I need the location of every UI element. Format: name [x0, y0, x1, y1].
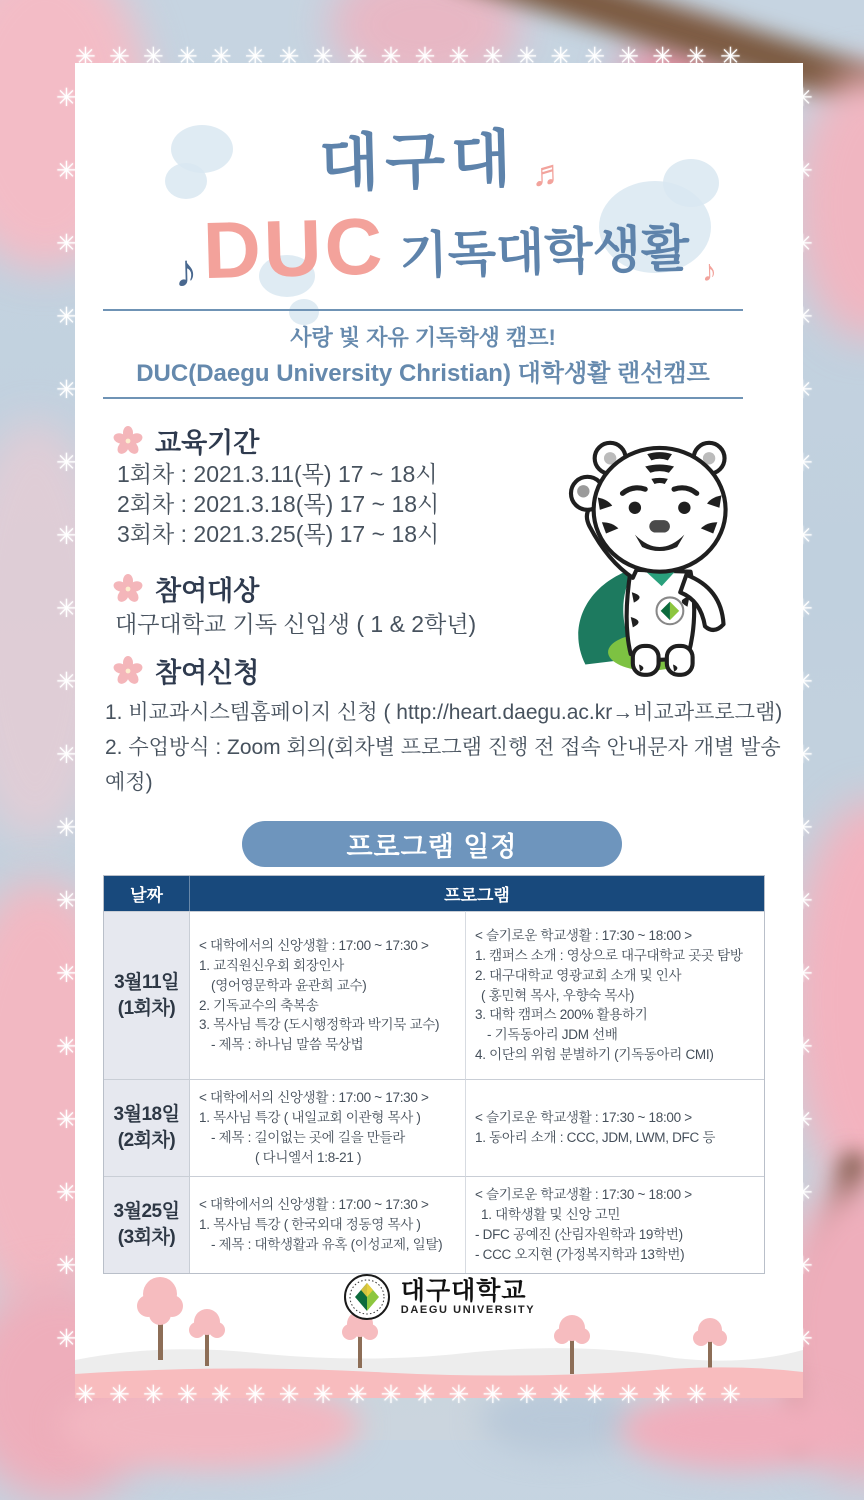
- section-heading-participants: [113, 569, 259, 608]
- cherry-blossom-icon: [113, 574, 143, 604]
- schedule-date-line: 3회차 : 2021.3.25(목) 17 ~ 18시: [117, 521, 440, 547]
- subtitle-line1: 사랑 빛 자유 기독학생 캠프!: [290, 325, 556, 350]
- star-border-bottom: ✳✳✳✳✳✳✳✳✳✳✳✳✳✳✳✳✳✳✳✳: [75, 1382, 754, 1408]
- program-cell-left: [190, 1176, 466, 1273]
- program-line: (영어영문학과 윤관희 교수): [211, 977, 367, 993]
- program-line: - 제목 : 하나님 말씀 묵상법: [211, 1037, 364, 1053]
- duc-text: DUC: [201, 201, 387, 296]
- program-line: - 기독동아리 JDM 선배: [487, 1027, 618, 1043]
- session-text: (1회차): [117, 997, 176, 1019]
- program-line: < 대학에서의 신앙생활 : 17:00 ~ 17:30 >: [199, 1196, 429, 1212]
- title-text: 기독대학생활: [398, 220, 690, 285]
- table-row: [104, 1079, 764, 1176]
- date-text: 3월25일: [113, 1201, 180, 1223]
- column-header-program: 프로그램: [444, 886, 510, 905]
- section-heading-label: 참여대상: [155, 576, 260, 606]
- section-heading-label: 교육기간: [155, 428, 260, 458]
- poster-title-line2: [74, 189, 804, 300]
- session-text: (2회차): [117, 1129, 176, 1151]
- divider-line: [103, 309, 743, 311]
- schedule-date-line: 1회차 : 2021.3.11(목) 17 ~ 18시: [117, 461, 438, 487]
- section-heading-education-period: [113, 421, 259, 460]
- program-line: < 슬기로운 학교생활 : 17:30 ~ 18:00 >: [475, 927, 692, 943]
- date-cell: [104, 1079, 190, 1176]
- tiger-mascot-illustration: [513, 415, 765, 683]
- university-name-korean: 대구대학교: [400, 1277, 527, 1305]
- program-line: 2. 기독교수의 축복송: [199, 997, 319, 1013]
- divider-line: [103, 397, 743, 399]
- program-line: < 슬기로운 학교생활 : 17:30 ~ 18:00 >: [475, 1109, 692, 1125]
- cherry-blossom-icon: [113, 426, 143, 456]
- program-cell-right: [466, 1176, 764, 1273]
- music-note-icon: ♪: [173, 244, 199, 297]
- date-cell: [104, 1176, 190, 1273]
- schedule-table: [103, 875, 765, 1274]
- program-line: 1. 목사님 특강 ( 한국외대 정동영 목사 ): [199, 1216, 421, 1232]
- university-seal-icon: [343, 1273, 391, 1321]
- schedule-date-line: 2회차 : 2021.3.18(목) 17 ~ 18시: [117, 491, 440, 517]
- program-line: ( 홍민혁 목사, 우향숙 목사): [481, 987, 635, 1003]
- program-line: 4. 이단의 위험 분별하기 (기독동아리 CMI): [475, 1047, 714, 1063]
- university-logo-block: [75, 1273, 803, 1321]
- program-cell-right: [466, 1079, 764, 1176]
- date-text: 3월11일: [114, 971, 179, 993]
- university-name: [401, 1278, 535, 1316]
- participants-text: 대구대학교 기독 신입생 ( 1 & 2학년): [115, 611, 477, 637]
- section-heading-registration: [113, 651, 259, 690]
- star-border-left: ✳✳✳✳✳✳✳✳✳✳✳✳✳✳✳✳✳✳: [56, 84, 77, 1353]
- music-note-icon: ♬: [530, 151, 574, 194]
- registration-lines: [105, 695, 803, 800]
- program-line: 1. 대학생활 및 신앙 고민: [481, 1206, 621, 1222]
- education-period-lines: [117, 459, 439, 549]
- table-header-row: [104, 876, 764, 911]
- table-row: [104, 911, 764, 1079]
- program-line: - 제목 : 길이없는 곳에 길을 만들라: [211, 1129, 405, 1145]
- program-schedule-label: 프로그램 일정: [346, 831, 518, 862]
- music-note-icon: ♪: [701, 254, 718, 289]
- program-cell-right: [466, 911, 764, 1079]
- program-cell-left: [190, 1079, 466, 1176]
- program-line: 3. 대학 캠퍼스 200% 활용하기: [475, 1007, 648, 1023]
- program-line: - CCC 오지현 (가정복지학과 13학번): [475, 1246, 685, 1262]
- program-schedule-button: [242, 821, 622, 867]
- date-text: 3월18일: [113, 1104, 180, 1126]
- program-line: 1. 목사님 특강 ( 내일교회 이관형 목사 ): [199, 1109, 421, 1125]
- program-line: 1. 동아리 소개 : CCC, JDM, LWM, DFC 등: [475, 1129, 716, 1145]
- program-line: 1. 캠퍼스 소개 : 영상으로 대구대학교 곳곳 탐방: [475, 947, 743, 963]
- subtitle-line2: DUC(Daegu University Christian) 대학생활 랜선캠프: [136, 360, 710, 387]
- star-border-top: ✳✳✳✳✳✳✳✳✳✳✳✳✳✳✳✳✳✳✳✳: [75, 44, 754, 70]
- date-cell: [104, 911, 190, 1079]
- program-line: < 대학에서의 신앙생활 : 17:00 ~ 17:30 >: [199, 1090, 429, 1105]
- star-border-right: ✳✳✳✳✳✳✳✳✳✳✳✳✳✳✳✳✳✳: [792, 84, 813, 1353]
- program-cell-left: [190, 911, 466, 1079]
- registration-item: 1. 비교과시스템홈페이지 신청 ( http://heart.daegu.ac.kr→비교과프로그램): [105, 701, 783, 724]
- cherry-blossom-icon: [113, 656, 143, 686]
- column-header-date: 날짜: [104, 876, 190, 911]
- program-line: ( 다니엘서 1:8-21 ): [255, 1149, 362, 1165]
- poster-panel: [75, 63, 803, 1398]
- section-heading-label: 참여신청: [155, 658, 260, 688]
- participants-line: [115, 609, 476, 639]
- title-text: 대구대: [318, 124, 518, 200]
- program-line: - DFC 공예진 (산림자원학과 19학번): [475, 1226, 683, 1242]
- table-row: [104, 1176, 764, 1273]
- registration-item: 2. 수업방식 : Zoom 회의(회차별 프로그램 진행 전 접속 안내문자 개별 발송 예정): [105, 736, 781, 794]
- program-line: 3. 목사님 특강 (도시행정학과 박기묵 교수): [199, 1017, 440, 1033]
- program-line: < 대학에서의 신앙생활 : 17:00 ~ 17:30 >: [199, 937, 429, 953]
- program-line: 1. 교직원신우회 회장인사: [199, 957, 344, 973]
- program-line: < 슬기로운 학교생활 : 17:30 ~ 18:00 >: [475, 1186, 692, 1202]
- program-line: - 제목 : 대학생활과 유혹 (이성교제, 일탈): [211, 1236, 443, 1252]
- program-line: 2. 대구대학교 영광교회 소개 및 인사: [475, 967, 682, 983]
- university-name-english: DAEGU UNIVERSITY: [400, 1304, 536, 1316]
- session-text: (3회차): [117, 1226, 176, 1248]
